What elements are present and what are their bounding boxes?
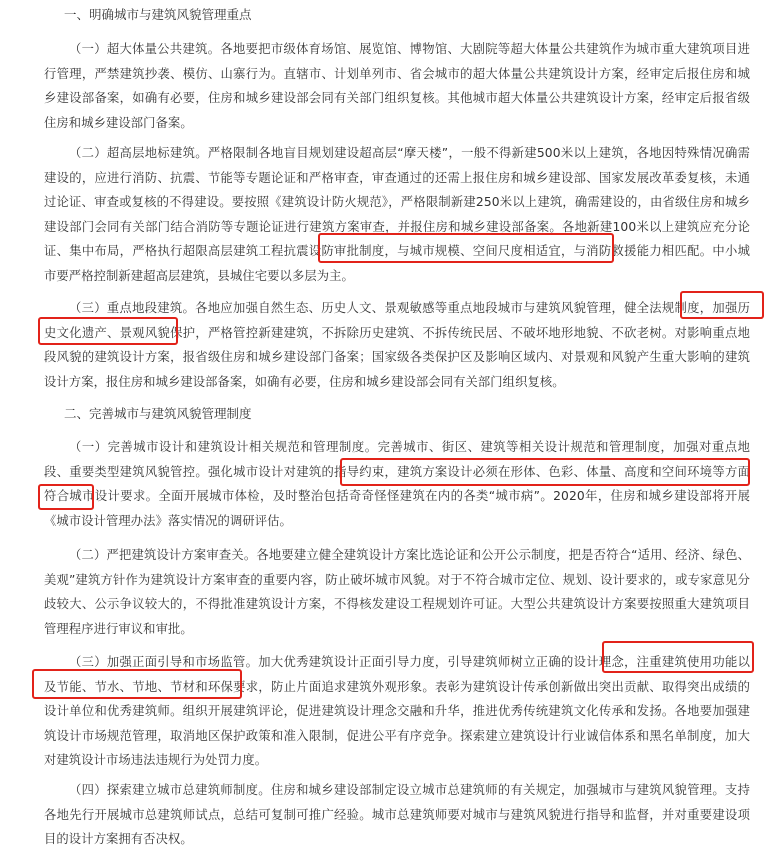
section-2-paragraph-2: （二）严把建筑设计方案审查关。各地要建立健全建筑设计方案比选论证和公开公示制度，把是否符合“适用、经济、绿色、美观”建筑方针作为建筑设计方案审查的重要内容，防止破坏城市风貌。对于不符合城市定位、规划、设计要求的，或专家意见分歧较大、公示争议较大的，不得批准建筑设计方案，不得核发建设工程规划许可证。大型公共建筑设计方案要按照重大建筑项目管理程序进行审议和审批。 (44, 548, 750, 636)
section-1-paragraph-3: （三）重点地段建筑。各地应加强自然生态、历史人文、景观敏感等重点地段城市与建筑风貌管理，健全法规制度，加强历史文化遗产、景观风貌保护，严格管控新建建筑，不拆除历史建筑、不拆传统民居、不破坏地形地貌、不砍老树。对影响重点地段风貌的建筑设计方案，报省级住房和城乡建设部门备案；国家级各类保护区及影响区域内、对景观和风貌产生重大影响的建筑设计方案，报住房和城乡建设部备案，如确有必要，住房和城乡建设部会同有关部门组织复核。 (44, 301, 750, 389)
section-1-paragraph-2: （二）超高层地标建筑。严格限制各地盲目规划建设超高层“摩天楼”，一般不得新建500米以上建筑，各地因特殊情况确需建设的，应进行消防、抗震、节能等专题论证和严格审查，审查通过的还需上报住房和城乡建设部、国家发展改革委复核，未通过论证、审查或复核的不得建设。要按照《建筑设计防火规范》，严格限制新建250米以上建筑，确需建设的，由省级住房和城乡建设部门会同有关部门结合消防等专题论证进行建筑方案审查，并报住房和城乡建设部备案。各地新建100米以上建筑应充分论证、集中布局，严格执行超限高层建筑工程抗震设防审批制度，与城市规模、空间尺度相适宜，与消防救援能力相匹配。中小城市要严格控制新建超高层建筑，县城住宅要以多层为主。 (44, 146, 750, 283)
section-2-paragraph-4: （四）探索建立城市总建筑师制度。住房和城乡建设部制定设立城市总建筑师的有关规定，加强城市与建筑风貌管理。支持各地先行开展城市总建筑师试点，总结可复制可推广经验。城市总建筑师要对城市与建筑风貌进行指导和监督，并对重要建设项目的设计方案拥有否决权。 (44, 783, 750, 846)
section-1-paragraph-1: （一）超大体量公共建筑。各地要把市级体育场馆、展览馆、博物馆、大剧院等超大体量公共建筑作为城市重大建筑项目进行管理，严禁建筑抄袭、模仿、山寨行为。直辖市、计划单列市、省会城市的超大体量公共建筑设计方案，经审定后报住房和城乡建设部备案，如确有必要，住房和城乡建设部会同有关部门组织复核。其他城市超大体量公共建筑设计方案，经审定后报省级住房和城乡建设部门备案。 (44, 42, 750, 130)
section-2-paragraph-3: （三）加强正面引导和市场监管。加大优秀建筑设计正面引导力度，引导建筑师树立正确的设计理念，注重建筑使用功能以及节能、节水、节地、节材和环保要求，防止片面追求建筑外观形象。表彰为建筑设计传承创新做出突出贡献、取得突出成绩的设计单位和优秀建筑师。组织开展建筑评论，促进建筑设计理念交融和升华，推进优秀传统建筑文化传承和发扬。各地要加强建筑设计市场规范管理，取消地区保护政策和准入限制，促进公平有序竞争。探索建立建筑设计行业诚信体系和黑名单制度，加大对建筑设计市场违法违规行为处罚力度。 (44, 655, 750, 767)
section-2-heading: 二、完善城市与建筑风貌管理制度 (64, 406, 252, 421)
section-1-heading: 一、明确城市与建筑风貌管理重点 (64, 7, 252, 22)
section-2-paragraph-1: （一）完善城市设计和建筑设计相关规范和管理制度。完善城市、街区、建筑等相关设计规范和管理制度，加强对重点地段、重要类型建筑风貌管控。强化城市设计对建筑的指导约束，建筑方案设计必须在形体、色彩、体量、高度和空间环境等方面符合城市设计要求。全面开展城市体检，及时整治包括奇奇怪怪建筑在内的各类“城市病”。2020年，住房和城乡建设部将开展《城市设计管理办法》落实情况的调研评估。 (44, 440, 750, 528)
